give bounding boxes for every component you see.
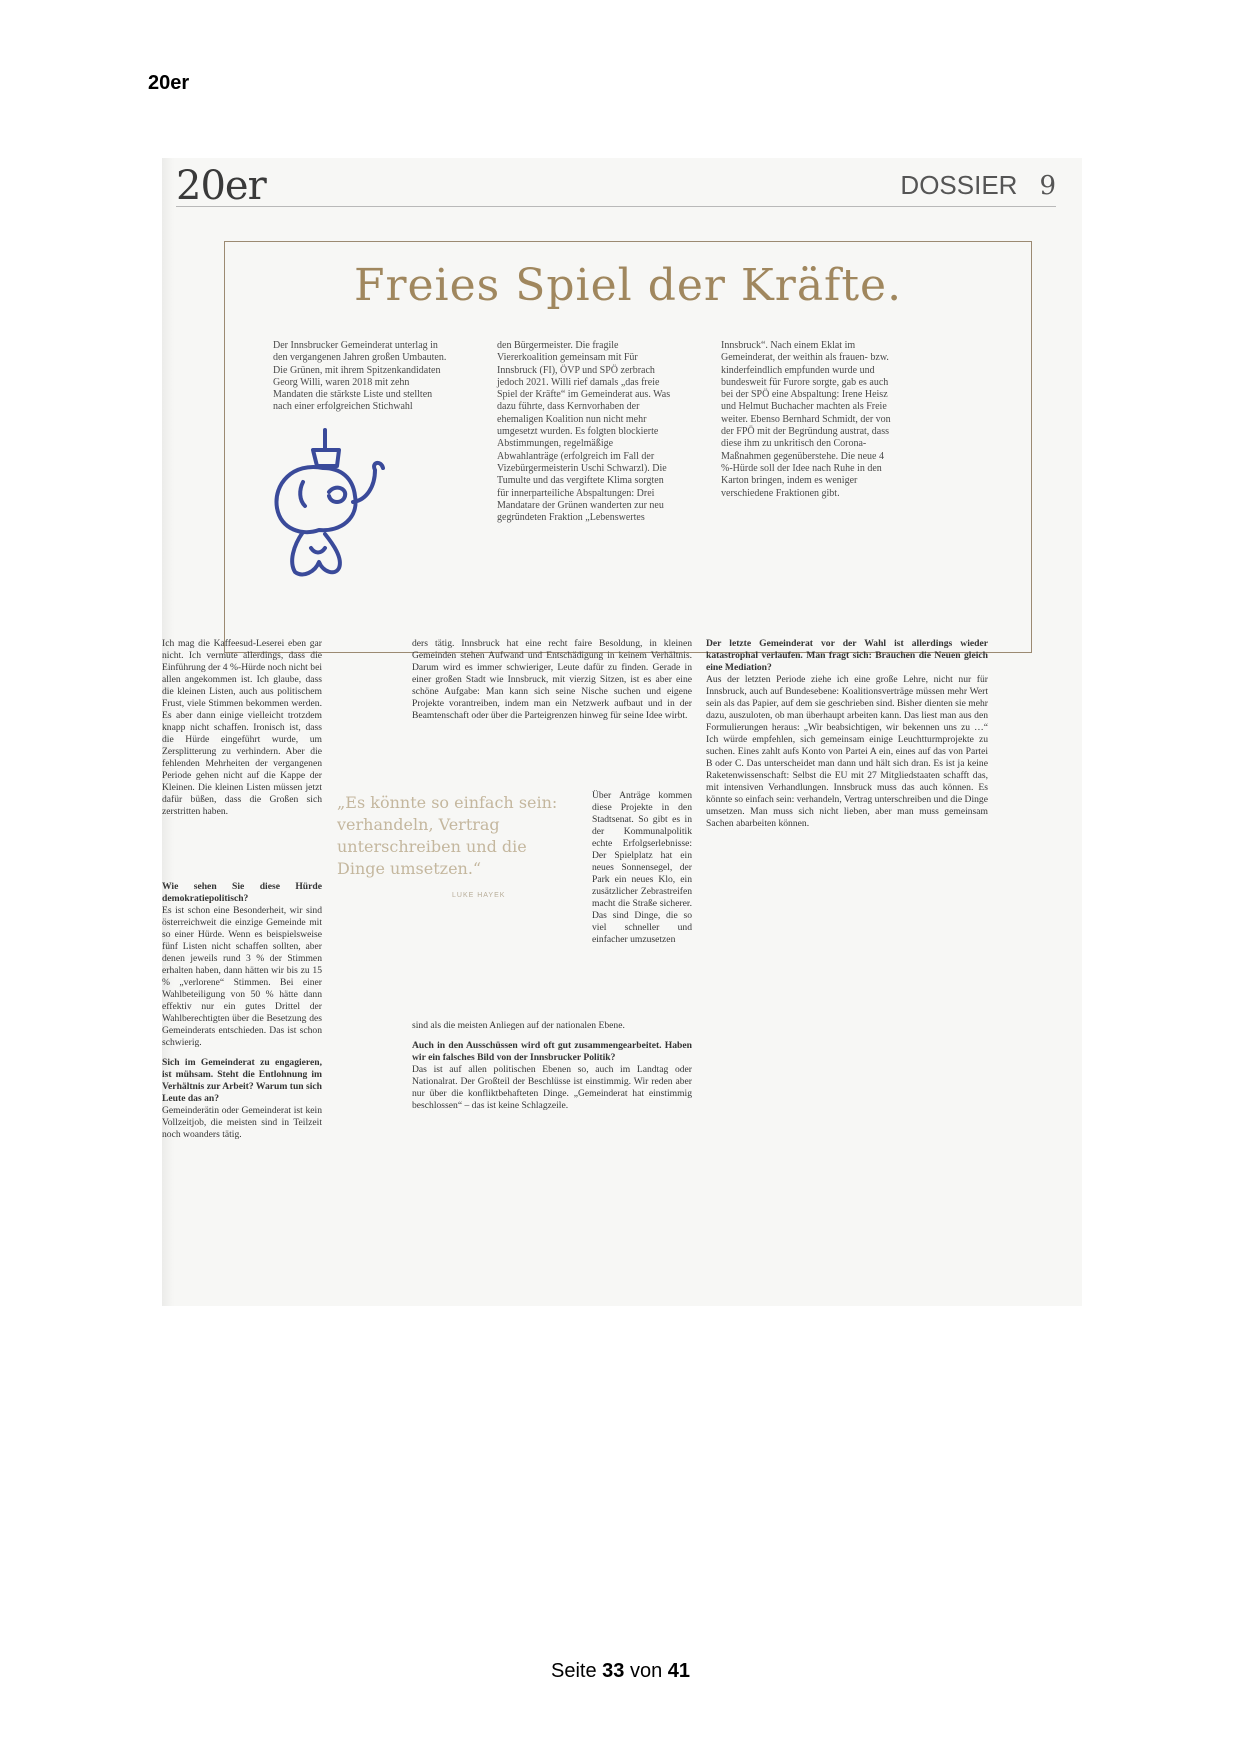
document-label: 20er <box>148 72 190 94</box>
answer-3: Das ist auf allen politischen Ebenen so, auch im Landtag oder Nationalrat. Der Großteil der Beschlüsse ist einstimmig. Wir reden aber nur über die konfliktbehafteten Dinge. „Gemeinderat hat einstimmig beschlossen“ – das ist keine Schlagzeile. <box>412 1064 692 1111</box>
mascot-illustration <box>263 422 403 582</box>
article-column-1-lower <box>162 873 322 1141</box>
footer-total-pages: 41 <box>667 1660 690 1682</box>
magazine-page-number: 9 <box>1039 171 1056 201</box>
scanned-page <box>162 158 1082 1306</box>
magazine-logo: 20er <box>176 163 266 209</box>
footer-current-page: 33 <box>602 1660 625 1682</box>
article-column-1-top: Ich mag die Kaffeesud-Leserei eben gar nicht. Ich vermute allerdings, dass die Einführung der 4 %-Hürde noch nicht bei allen angekommen ist. Ich glaube, dass die kleinen Listen, auch aus politischem Frust, viele Stimmen bekommen werden. Es aber dann einige vielleicht trotzdem knapp nicht schaffen. Ironisch ist, dass die Hürde eingeführt wurde, um Zersplitterung zu verhindern. Aber die fehlenden Mehrheiten der vergangenen Periode gehen nicht auf die Kappe der Kleinen. Die kleinen Listen müssen jetzt dafür büßen, dass die Großen sich zerstritten haben. <box>162 638 322 817</box>
magazine-header <box>176 163 1056 209</box>
infobox <box>224 241 1032 653</box>
answer-1: Es ist schon eine Besonderheit, wir sind österreichweit die einzige Gemeinde mit so einer Hürde. Wenn es beispielsweise fünf Listen nicht schaffen sollten, aber denen jeweils rund 3 % der Stimmen erhalten haben, dann hätten wir bis zu 15 % „verlorene“ Stimmen. Bei einer Wahlbeteiligung von 50 % hätte dann effektiv nur ein gutes Drittel der Wahlberechtigten über die Besetzung des Gemeinderats entschieden. Das ist schon schwierig. <box>162 905 322 1048</box>
page-footer <box>0 1660 1241 1683</box>
infobox-column-1: Der Innsbrucker Gemeinderat unterlag in den vergangenen Jahren großen Umbauten. Die Grünen, mit ihrem Spitzenkandidaten Georg Willi, waren 2018 mit zehn Mandaten die stärkste Liste und stellten nach einer erfolgreichen Stichwahl <box>273 340 447 413</box>
column-2-continuation: sind als die meisten Anliegen auf der nationalen Ebene. <box>412 1020 625 1031</box>
article-column-2-top: ders tätig. Innsbruck hat eine recht faire Besoldung, in kleinen Gemeinden stehen Aufwand und Entschädigung in keinem Verhältnis. Darum wird es immer schwieriger, Leute dafür zu finden. Gerade in einer großen Stadt wie Innsbruck, mit vierzig Sitzen, ist es aber eine schöne Aufgabe: Man kann sich seine Nische suchen und eigene Projekte vorantreiben, indem man ein Netzwerk aufbaut und in der Beamtenschaft oder über die Parteigrenzen hinweg für seine Idee wirbt. <box>412 638 692 721</box>
pull-quote: „Es könnte so einfach sein: verhandeln, Vertrag unterschreiben und die Dinge umsetzen.“ <box>337 793 558 878</box>
article-column-3 <box>706 638 988 830</box>
answer-2: Gemeinderätin oder Gemeinderat ist kein Vollzeitjob, die meisten sind in Teilzeit noch woanders tätig. <box>162 1105 322 1140</box>
pull-quote-source: LUKE HAYEK <box>452 892 506 899</box>
article-column-2-mid: Über Anträge kommen diese Projekte in den Stadtsenat. So gibt es in der Kommunalpolitik echte Erfolgserlebnisse: Der Spielplatz hat ein neues Sonnensegel, der Park ein neues Klo, ein zusätzlicher Zebrastreifen macht die Straße sicherer. Das sind Dinge, die so viel schneller und einfacher umzusetzen <box>592 790 692 945</box>
infobox-column-2: den Bürgermeister. Die fragile Viererkoalition gemeinsam mit Für Innsbruck (FI), ÖVP und SPÖ zerbrach jedoch 2021. Willi rief damals „das freie Spiel der Kräfte“ im Gemeinderat aus. Was dazu führte, dass Kernvorhaben der ehemaligen Koalition nun nicht mehr umgesetzt wurden. Es folgten blockierte Abstimmungen, regelmäßige Abwahlanträge (erfolgreich im Fall der Vizebürgermeisterin Uschi Schwarzl). Die Tumulte und das vergiftete Klima sorgten für innerparteiliche Abspaltungen: Drei Mandatare der Grünen wanderten zur neu gegründeten Fraktion „Lebenswertes <box>497 340 671 524</box>
section-name: DOSSIER <box>900 170 1018 200</box>
question-1: Wie sehen Sie diese Hürde demokratiepolitisch? <box>162 881 322 904</box>
infobox-title: Freies Spiel der Kräfte. <box>353 260 903 311</box>
section-label <box>900 170 1056 201</box>
article-column-2-lower <box>412 1020 692 1112</box>
question-2: Sich im Gemeinderat zu engagieren, ist mühsam. Steht die Entlohnung im Verhältnis zur Arbeit? Warum tun sich Leute das an? <box>162 1057 323 1104</box>
question-4: Der letzte Gemeinderat vor der Wahl ist allerdings wieder katastrophal verlaufen. Man fragt sich: Brauchen die Neuen gleich eine Mediation? <box>706 638 988 673</box>
question-3: Auch in den Ausschüssen wird oft gut zusammengearbeitet. Haben wir ein falsches Bild von der Innsbrucker Politik? <box>412 1040 692 1063</box>
infobox-column-3: Innsbruck“. Nach einem Eklat im Gemeinderat, der weithin als frauen- bzw. kinderfeindlich empfunden wurde und bundesweit für Furore sorgte, gab es auch bei der SPÖ eine Abspaltung: Irene Heisz und Helmut Buchacher machten als Freie weiter. Ebenso Bernhard Schmidt, der von der FPÖ mit der Begründung austrat, dass diese ihm zu unkritisch den Corona-Maßnahmen gegenüberstehe. Die neue 4 %-Hürde soll der Idee nach Ruhe in den Karton bringen, indem es weniger verschiedene Fraktionen gibt. <box>721 340 891 499</box>
footer-middle: von <box>624 1660 668 1682</box>
answer-4: Aus der letzten Periode ziehe ich eine große Lehre, nicht nur für Innsbruck, auch auf Bundesebene: Koalitionsverträge müssen mehr Wert sein als das Papier, auf dem sie geschrieben sind. Bisher dienten sie mehr dazu, auszuloten, ob man überhaupt arbeiten kann. Das liest man aus den Formulierungen heraus: „Wir beabsichtigen, wir bekennen uns zu …“ Ich würde empfehlen, sich gemeinsam einige Leuchtturmprojekte zu suchen. Eines zahlt aufs Konto von Partei A ein, eines auf das von Partei B oder C. Das unterscheidet man dann und hält sich dran. Es ist ja keine Raketenwissenschaft: Selbst die EU mit 27 Mitgliedstaaten schafft das, mit intensiven Verhandlungen. Innsbruck muss das auch können. Es könnte so einfach sein: verhandeln, Vertrag unterschreiben und die Dinge umsetzen. Man muss sich nicht lieben, aber man muss gemeinsam Sachen abarbeiten können. <box>706 674 988 829</box>
footer-prefix: Seite <box>550 1660 603 1682</box>
